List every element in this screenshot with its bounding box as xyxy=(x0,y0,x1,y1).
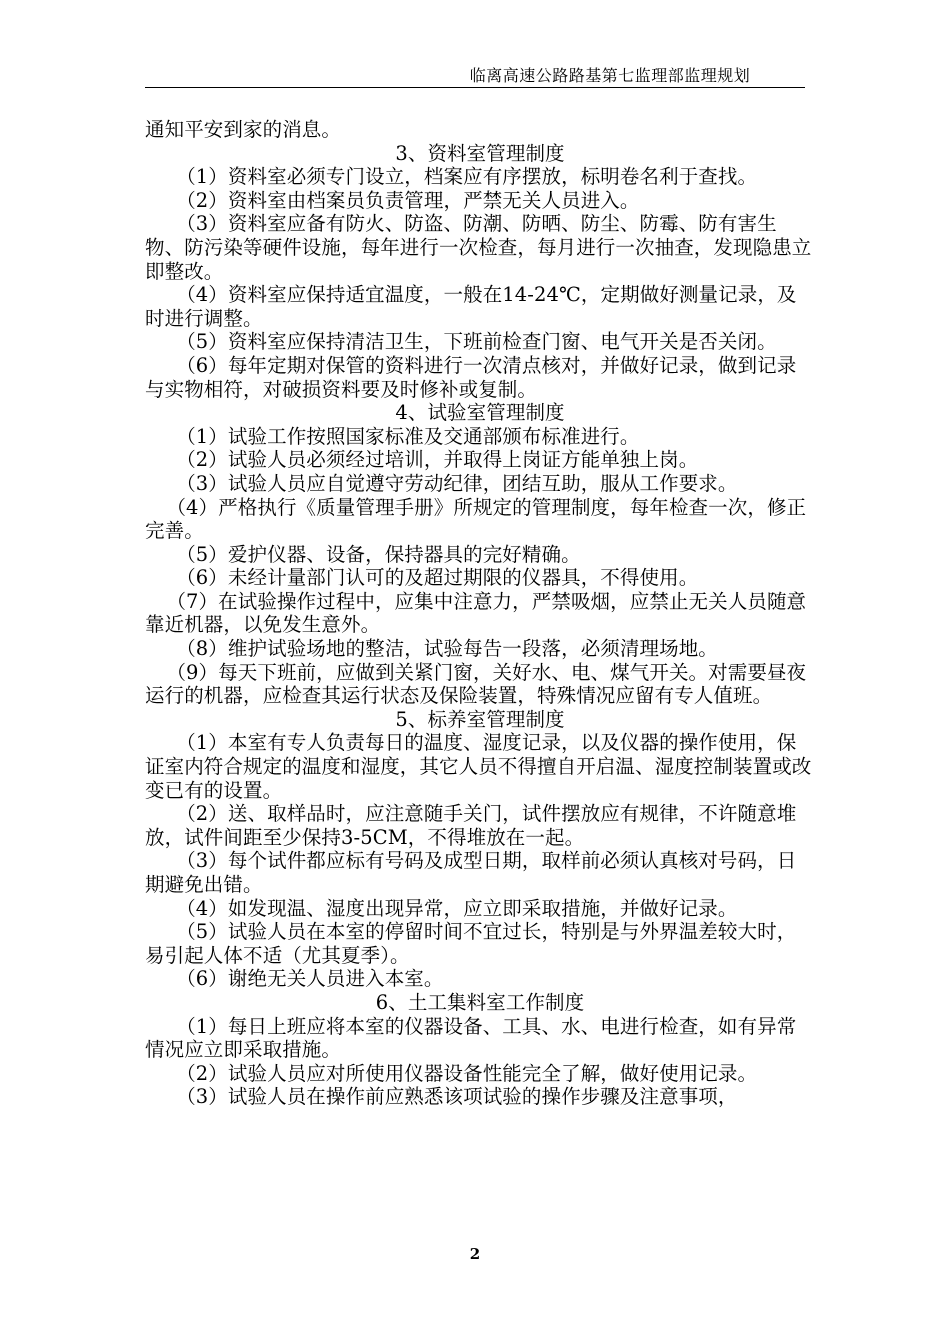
lab-rule-1: （1）试验工作按照国家标准及交通部颁布标准进行。 xyxy=(176,424,640,448)
curing-rule-4: （4）如发现温、湿度出现异常，应立即采取措施，并做好记录。 xyxy=(176,896,738,920)
archive-rule-5: （5）资料室应保持清洁卫生，下班前检查门窗、电气开关是否关闭。 xyxy=(176,330,777,354)
lab-rule-9: （9）每天下班前，应做到关紧门窗，关好水、电、煤气开关。对需要昼夜运行的机器，应检查其运行状态及保险装置，特殊情况应留有专人值班。 xyxy=(145,660,807,708)
archive-rule-3: （3）资料室应备有防火、防盗、防潮、防晒、防尘、防霉、防有害生物、防污染等硬件设施，每年进行一次检查，每月进行一次抽查，发现隐患立即整改。 xyxy=(145,212,812,283)
curing-rule-1: （1）本室有专人负责每日的温度、湿度记录，以及仪器的操作使用，保证室内符合规定的温度和湿度，其它人员不得擅自开启温、湿度控制装置或改变已有的设置。 xyxy=(145,731,812,802)
section-heading-curing-room: 5、标养室管理制度 xyxy=(395,707,565,731)
continuation-paragraph: 通知平安到家的消息。 xyxy=(145,118,342,141)
soil-rule-1: （1）每日上班应将本室的仪器设备、工具、水、电进行检查，如有异常情况应立即采取措施。 xyxy=(145,1014,797,1062)
lab-rule-8: （8）维护试验场地的整洁，试验每告一段落，必须清理场地。 xyxy=(176,637,718,661)
section-heading-lab: 4、试验室管理制度 xyxy=(395,401,565,425)
running-header-title: 临离高速公路路基第七监理部监理规划 xyxy=(469,66,751,85)
document-body xyxy=(145,118,815,1109)
curing-rule-5: （5）试验人员在本室的停留时间不宜过长，特别是与外界温差较大时，易引起人体不适（尤其夏季）。 xyxy=(145,920,797,967)
archive-rule-4: （4）资料室应保持适宜温度，一般在14-24℃，定期做好测量记录，及时进行调整。 xyxy=(145,283,797,330)
curing-rule-2: （2）送、取样品时，应注意随手关门，试件摆放应有规律，不许随意堆放，试件间距至少保持3-5CM，不得堆放在一起。 xyxy=(145,802,797,849)
archive-rule-6: （6）每年定期对保管的资料进行一次清点核对，并做好记录，做到记录与实物相符，对破损资料要及时修补或复制。 xyxy=(145,353,797,401)
lab-rule-4: （4）严格执行《质量管理手册》所规定的管理制度，每年检查一次，修正完善。 xyxy=(145,495,807,543)
lab-rule-6: （6）未经计量部门认可的及超过期限的仪器具，不得使用。 xyxy=(176,566,699,590)
lab-rule-7: （7）在试验操作过程中，应集中注意力，严禁吸烟，应禁止无关人员随意靠近机器，以免发生意外。 xyxy=(145,589,807,637)
archive-rule-1: （1）资料室必须专门设立，档案应有序摆放，标明卷名利于查找。 xyxy=(176,165,758,189)
lab-rule-5: （5）爱护仪器、设备，保持器具的完好精确。 xyxy=(176,542,581,566)
header-divider xyxy=(145,87,805,88)
section-heading-archive-room: 3、资料室管理制度 xyxy=(395,141,565,165)
section-heading-soil-aggregate-room: 6、土工集料室工作制度 xyxy=(375,990,585,1014)
lab-rule-2: （2）试验人员必须经过培训，并取得上岗证方能单独上岗。 xyxy=(176,448,699,472)
soil-rule-3: （3）试验人员在操作前应熟悉该项试验的操作步骤及注意事项， xyxy=(176,1085,738,1109)
lab-rule-3: （3）试验人员应自觉遵守劳动纪律，团结互助，服从工作要求。 xyxy=(176,471,738,495)
curing-rule-6: （6）谢绝无关人员进入本室。 xyxy=(176,967,444,991)
archive-rule-2: （2）资料室由档案员负责管理，严禁无关人员进入。 xyxy=(176,188,640,212)
curing-rule-3: （3）每个试件都应标有号码及成型日期，取样前必须认真核对号码，日期避免出错。 xyxy=(145,849,797,896)
soil-rule-2: （2）试验人员应对所使用仪器设备性能完全了解，做好使用记录。 xyxy=(176,1061,758,1085)
page-number: 2 xyxy=(469,1245,481,1263)
